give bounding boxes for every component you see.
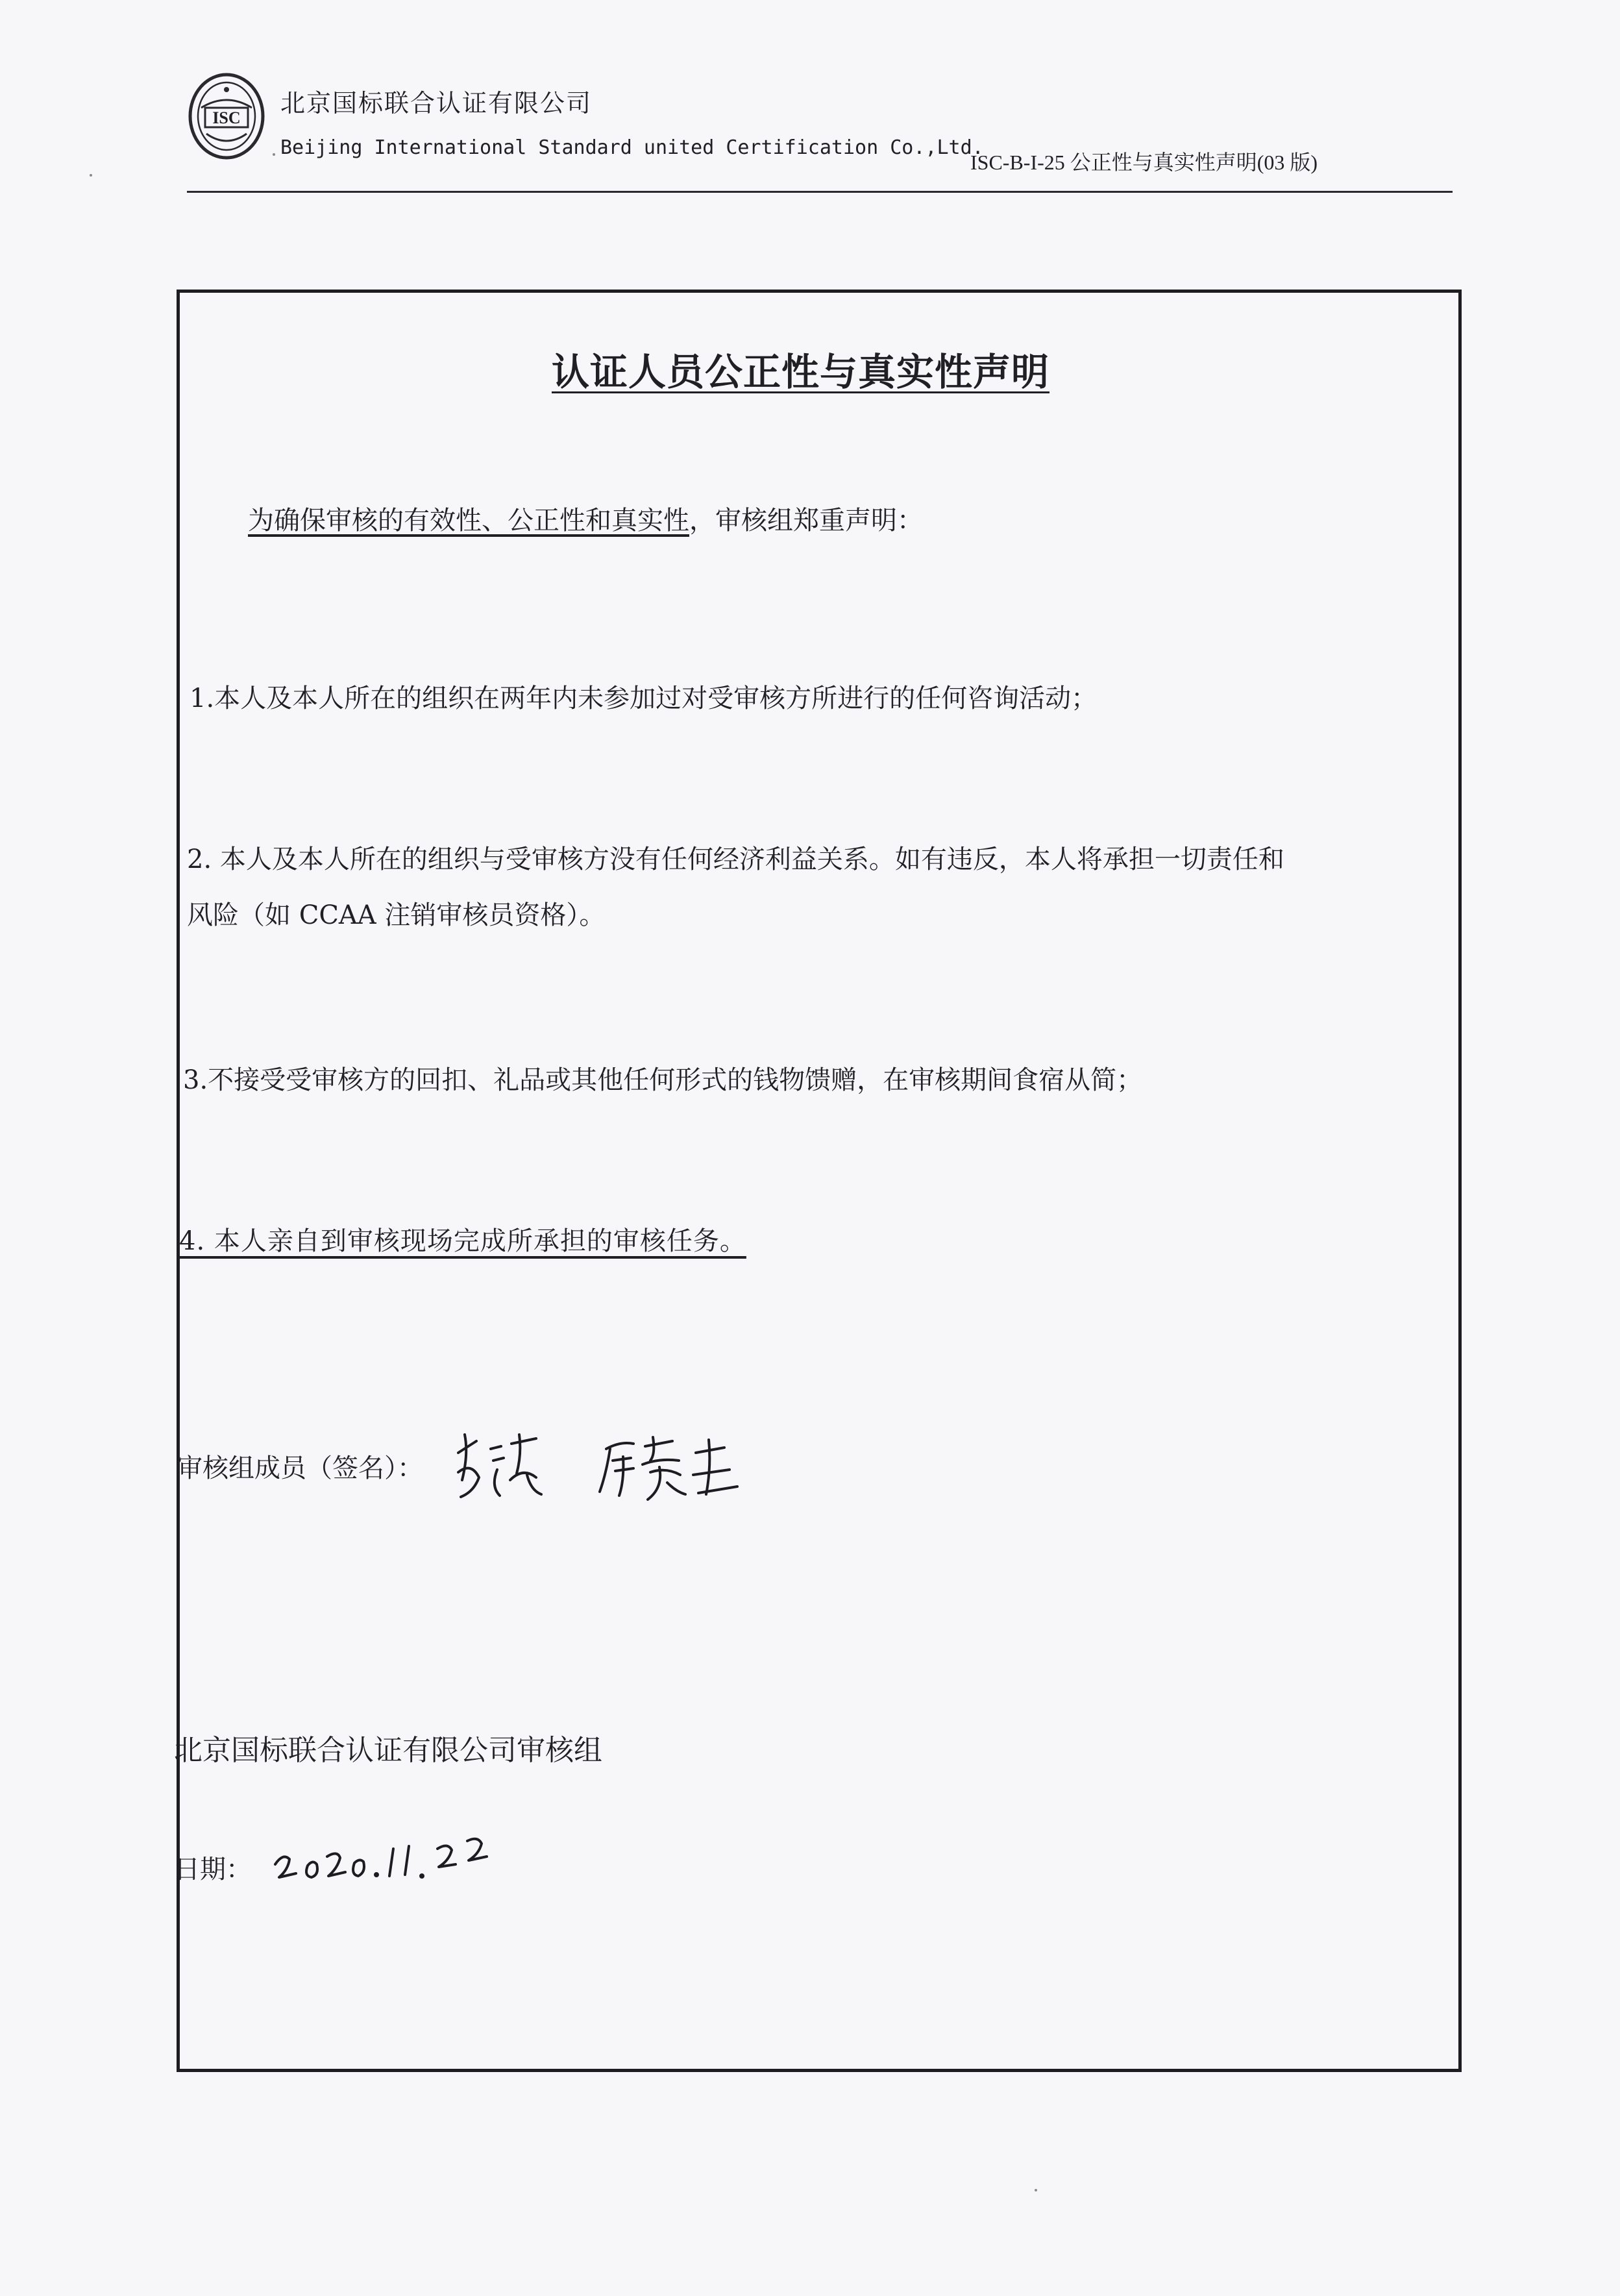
date-label: 日期： xyxy=(174,1855,252,1884)
declaration-item-3: 3.不接受受审核方的回扣、礼品或其他任何形式的钱物馈赠，在审核期间食宿从简； xyxy=(183,1065,1143,1095)
document-title: 认证人员公正性与真实性声明 xyxy=(552,350,1050,394)
audit-group-name: 北京国标联合认证有限公司审核组 xyxy=(174,1734,602,1767)
members-signature-label: 审核组成员（签名）： xyxy=(177,1453,423,1483)
isc-logo xyxy=(187,70,266,162)
handwritten-signatures xyxy=(439,1415,776,1512)
handwritten-date xyxy=(273,1824,532,1889)
scan-speck xyxy=(90,174,92,177)
header-divider xyxy=(187,191,1453,193)
form-code: ISC-B-I-25 公正性与真实性声明(03 版) xyxy=(970,151,1318,174)
company-name-en: Beijing International Standard united Certification Co.,Ltd. xyxy=(280,136,984,159)
intro-rest-text: ，审核组郑重声明： xyxy=(689,506,923,536)
declaration-item-2-line-2: 风险（如 CCAA 注销审核员资格）。 xyxy=(187,900,606,930)
declaration-item-1: 1.本人及本人所在的组织在两年内未参加过对受审核方所进行的任何咨询活动； xyxy=(190,684,1098,713)
scan-speck xyxy=(273,153,275,156)
declaration-item-4: 4. 本人亲自到审核现场完成所承担的审核任务。 xyxy=(179,1226,746,1256)
scan-speck xyxy=(1035,2189,1037,2191)
declaration-frame xyxy=(177,290,1462,2072)
declaration-item-2-line-1: 2. 本人及本人所在的组织与受审核方没有任何经济利益关系。如有违反，本人将承担一切责任和 xyxy=(187,845,1284,874)
company-name-cn: 北京国标联合认证有限公司 xyxy=(280,89,593,117)
intro-paragraph xyxy=(248,500,923,537)
intro-underlined-text: 为确保审核的有效性、公正性和真实性 xyxy=(248,506,689,536)
svg-text:ISC: ISC xyxy=(212,108,241,127)
